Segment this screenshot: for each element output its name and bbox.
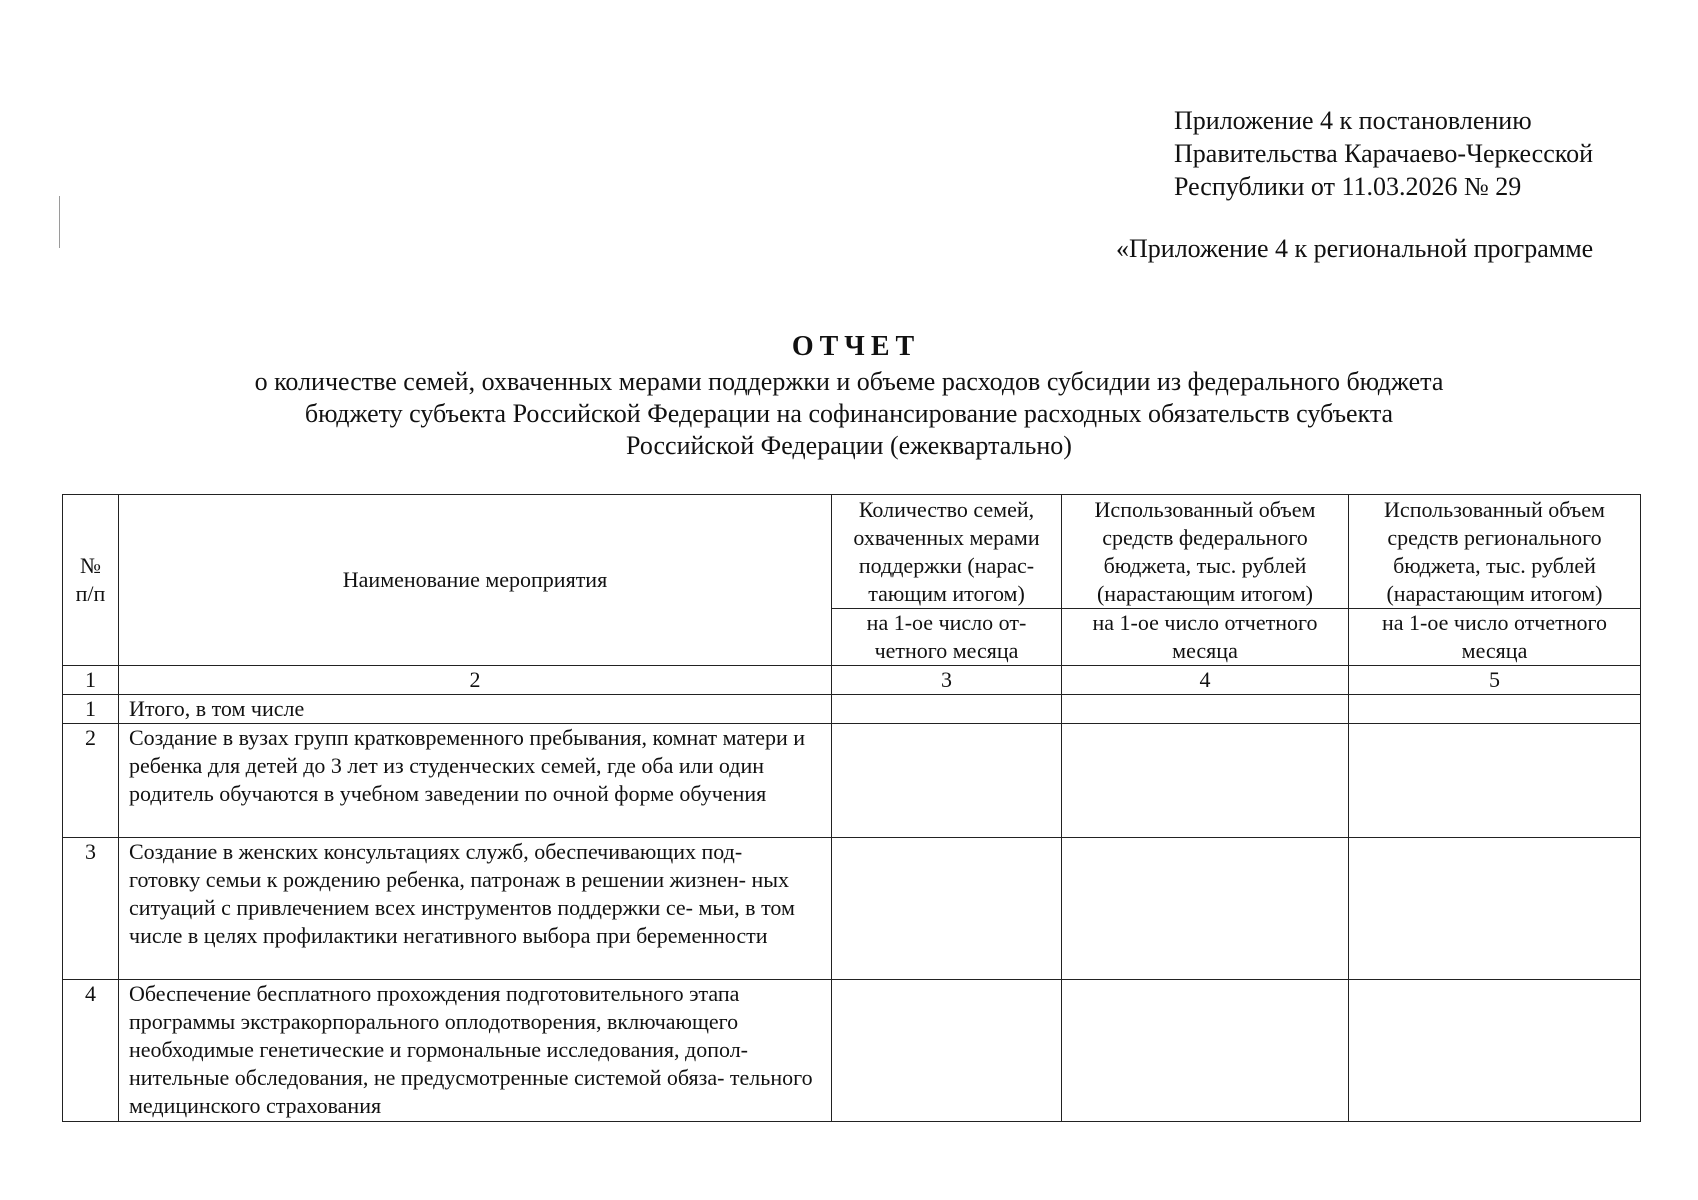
row-families bbox=[832, 695, 1062, 724]
row-num: 1 bbox=[63, 695, 119, 724]
row-families bbox=[832, 724, 1062, 838]
column-number: 5 bbox=[1349, 666, 1641, 695]
row-name: Итого, в том числе bbox=[119, 695, 832, 724]
row-name: Обеспечение бесплатного прохождения подготовительного этапа программы экстракорпорального оплодотворения, включающего необходимые генетические и гормональные исследования, допол- нительные обследования, не предусмотренные системой обяза- тельного медицинского страхования bbox=[119, 980, 832, 1122]
subheader-federal: на 1-ое число отчетного месяца bbox=[1062, 609, 1349, 666]
subheader-families: на 1-ое число от- четного месяца bbox=[832, 609, 1062, 666]
appendix-note bbox=[1174, 104, 1593, 203]
row-num: 2 bbox=[63, 724, 119, 838]
row-federal bbox=[1062, 980, 1349, 1122]
appendix-line: Республики от 11.03.2026 № 29 bbox=[1174, 172, 1522, 201]
header-federal: Использованный объем средств федерального бюджета, тыс. рублей (нарастающим итогом) bbox=[1062, 495, 1349, 609]
row-num: 4 bbox=[63, 980, 119, 1122]
column-number: 4 bbox=[1062, 666, 1349, 695]
table-row bbox=[63, 980, 1641, 1122]
table-row bbox=[63, 695, 1641, 724]
row-regional bbox=[1349, 724, 1641, 838]
column-number: 2 bbox=[119, 666, 832, 695]
row-regional bbox=[1349, 980, 1641, 1122]
header-num: № п/п bbox=[63, 495, 119, 666]
column-number-row bbox=[63, 666, 1641, 695]
header-families: Количество семей, охваченных мерами поддержки (нарас- тающим итогом) bbox=[832, 495, 1062, 609]
row-regional bbox=[1349, 695, 1641, 724]
row-name: Создание в вузах групп кратковременного пребывания, комнат матери и ребенка для детей до 3 лет из студенческих семей, где оба или один родитель обучаются в учебном заведении по очной форме обучения bbox=[119, 724, 832, 838]
row-num: 3 bbox=[63, 838, 119, 980]
header-regional: Использованный объем средств регионального бюджета, тыс. рублей (нарастающим итогом) bbox=[1349, 495, 1641, 609]
report-subtitle bbox=[0, 366, 1698, 462]
row-federal bbox=[1062, 695, 1349, 724]
subheader-regional: на 1-ое число отчетного месяца bbox=[1349, 609, 1641, 666]
appendix-line: Приложение 4 к постановлению bbox=[1174, 106, 1532, 135]
row-federal bbox=[1062, 724, 1349, 838]
row-families bbox=[832, 838, 1062, 980]
row-name: Создание в женских консультациях служб, обеспечивающих под- готовку семьи к рождению ребенка, патронаж в решении жизнен- ных ситуаций с привлечением всех инструментов поддержки се- мьи, в том числе в целях профилактики негативного выбора при беременности bbox=[119, 838, 832, 980]
report-title: ОТЧЕТ bbox=[791, 331, 921, 362]
report-table bbox=[62, 494, 1641, 1122]
table-row bbox=[63, 838, 1641, 980]
row-regional bbox=[1349, 838, 1641, 980]
subtitle-line: о количестве семей, охваченных мерами поддержки и объеме расходов субсидии из федерального бюджета bbox=[254, 367, 1444, 396]
row-families bbox=[832, 980, 1062, 1122]
table-row bbox=[63, 724, 1641, 838]
subtitle-line: бюджету субъекта Российской Федерации на софинансирование расходных обязательств субъекта bbox=[304, 399, 1394, 428]
column-number: 3 bbox=[832, 666, 1062, 695]
header-name: Наименование мероприятия bbox=[119, 495, 832, 666]
subtitle-line: Российской Федерации (ежеквартально) bbox=[626, 431, 1072, 460]
row-federal bbox=[1062, 838, 1349, 980]
regional-program-reference: «Приложение 4 к региональной программе bbox=[1116, 234, 1594, 263]
column-number: 1 bbox=[63, 666, 119, 695]
header-row bbox=[63, 495, 1641, 609]
report-heading bbox=[0, 330, 1698, 462]
scan-margin-mark bbox=[59, 196, 60, 248]
appendix-line: Правительства Карачаево-Черкесской bbox=[1174, 139, 1593, 168]
